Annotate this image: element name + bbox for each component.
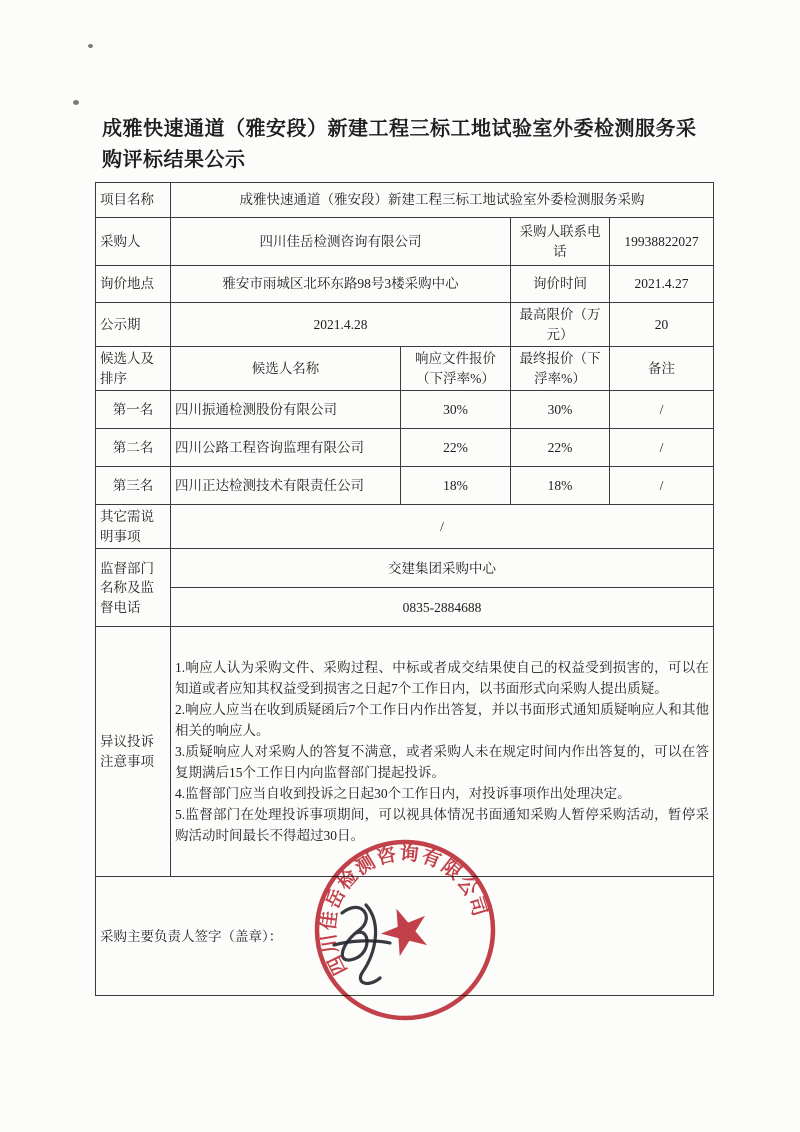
candidates-rank-header: 候选人及排序: [96, 347, 171, 391]
inquiry-row: [96, 266, 714, 303]
purchaser-row: [96, 218, 714, 266]
supervision-label: 监督部门名称及监督电话: [96, 549, 171, 627]
candidate-final: 30%: [511, 391, 610, 429]
candidate-bid: 18%: [401, 467, 511, 505]
candidate-row: [96, 429, 714, 467]
candidate-final: 22%: [511, 429, 610, 467]
purchaser-value: 四川佳岳检测咨询有限公司: [171, 218, 511, 266]
signature-cell: [96, 877, 714, 996]
objection-item: 1.响应人认为采购文件、采购过程、中标或者成交结果使自己的权益受到损害的，可以在知道或者应知其权益受到损害之日起7个工作日内，以书面形式向采购人提出质疑。: [175, 660, 709, 697]
candidates-header-row: [96, 347, 714, 391]
candidate-name: 四川正达检测技术有限责任公司: [171, 467, 401, 505]
purchaser-phone-label: 采购人联系电话: [511, 218, 610, 266]
inquiry-time-value: 2021.4.27: [610, 266, 714, 303]
objection-item: 2.响应人应当在收到质疑函后7个工作日内作出答复，并以书面形式通知质疑响应人和其他相关的响应人。: [175, 702, 709, 739]
signature-label: 采购主要负责人签字（盖章）：: [100, 928, 283, 944]
candidate-bid-header: 响应文件报价（下浮率%）: [401, 347, 511, 391]
inquiry-time-label: 询价时间: [511, 266, 610, 303]
candidate-note: /: [610, 467, 714, 505]
seal-star-icon: ★: [367, 889, 445, 974]
candidate-bid: 22%: [401, 429, 511, 467]
candidate-final-header: 最终报价（下浮率%）: [511, 347, 610, 391]
candidate-bid: 30%: [401, 391, 511, 429]
inquiry-place-label: 询价地点: [96, 266, 171, 303]
other-notes-value: /: [171, 505, 714, 549]
publicity-value: 2021.4.28: [171, 303, 511, 347]
other-notes-label: 其它需说明事项: [96, 505, 171, 549]
objection-notes: [175, 657, 709, 846]
purchaser-phone-value: 19938822027: [610, 218, 714, 266]
other-notes-row: [96, 505, 714, 549]
objection-row: [96, 627, 714, 877]
candidate-name-header: 候选人名称: [171, 347, 401, 391]
signature-row: [96, 877, 714, 996]
candidate-rank: 第三名: [96, 467, 171, 505]
candidate-name: 四川公路工程咨询监理有限公司: [171, 429, 401, 467]
objection-item: 5.监督部门在处理投诉事项期间，可以视具体情况书面通知采购人暂停采购活动，暂停采购活动时间最长不得超过30日。: [175, 807, 709, 844]
candidate-note: /: [610, 429, 714, 467]
supervision-phone: 0835-2884688: [171, 588, 714, 627]
purchaser-label: 采购人: [96, 218, 171, 266]
publicity-label: 公示期: [96, 303, 171, 347]
objection-label: 异议投诉注意事项: [96, 627, 171, 877]
scan-speck: [73, 100, 79, 105]
candidate-name: 四川振通检测股份有限公司: [171, 391, 401, 429]
candidate-rank: 第一名: [96, 391, 171, 429]
document-title: 成雅快速通道（雅安段）新建工程三标工地试验室外委检测服务采购评标结果公示: [102, 118, 697, 171]
candidate-row: [96, 391, 714, 429]
supervision-dept: 交建集团采购中心: [171, 549, 714, 588]
supervision-dept-row: [96, 549, 714, 588]
candidate-rank: 第二名: [96, 429, 171, 467]
project-label: 项目名称: [96, 183, 171, 218]
objection-item: 4.监督部门应当自收到投诉之日起30个工作日内，对投诉事项作出处理决定。: [175, 786, 631, 802]
inquiry-place-value: 雅安市雨城区北环东路98号3楼采购中心: [171, 266, 511, 303]
candidate-final: 18%: [511, 467, 610, 505]
project-value: 成雅快速通道（雅安段）新建工程三标工地试验室外委检测服务采购: [171, 183, 714, 218]
candidate-note: /: [610, 391, 714, 429]
objection-notes-cell: [171, 627, 714, 877]
supervision-phone-row: [96, 588, 714, 627]
max-price-value: 20: [610, 303, 714, 347]
scan-speck: [88, 44, 93, 48]
candidate-row: [96, 467, 714, 505]
evaluation-result-table: [95, 182, 714, 996]
max-price-label: 最高限价（万元）: [511, 303, 610, 347]
candidate-note-header: 备注: [610, 347, 714, 391]
objection-item: 3.质疑响应人对采购人的答复不满意，或者采购人未在规定时间内作出答复的，可以在答复期满后15个工作日内向监督部门提起投诉。: [175, 744, 709, 781]
project-row: [96, 183, 714, 218]
seal-company-text: 四川佳岳检测咨询有限公司: [318, 843, 491, 979]
publicity-row: [96, 303, 714, 347]
